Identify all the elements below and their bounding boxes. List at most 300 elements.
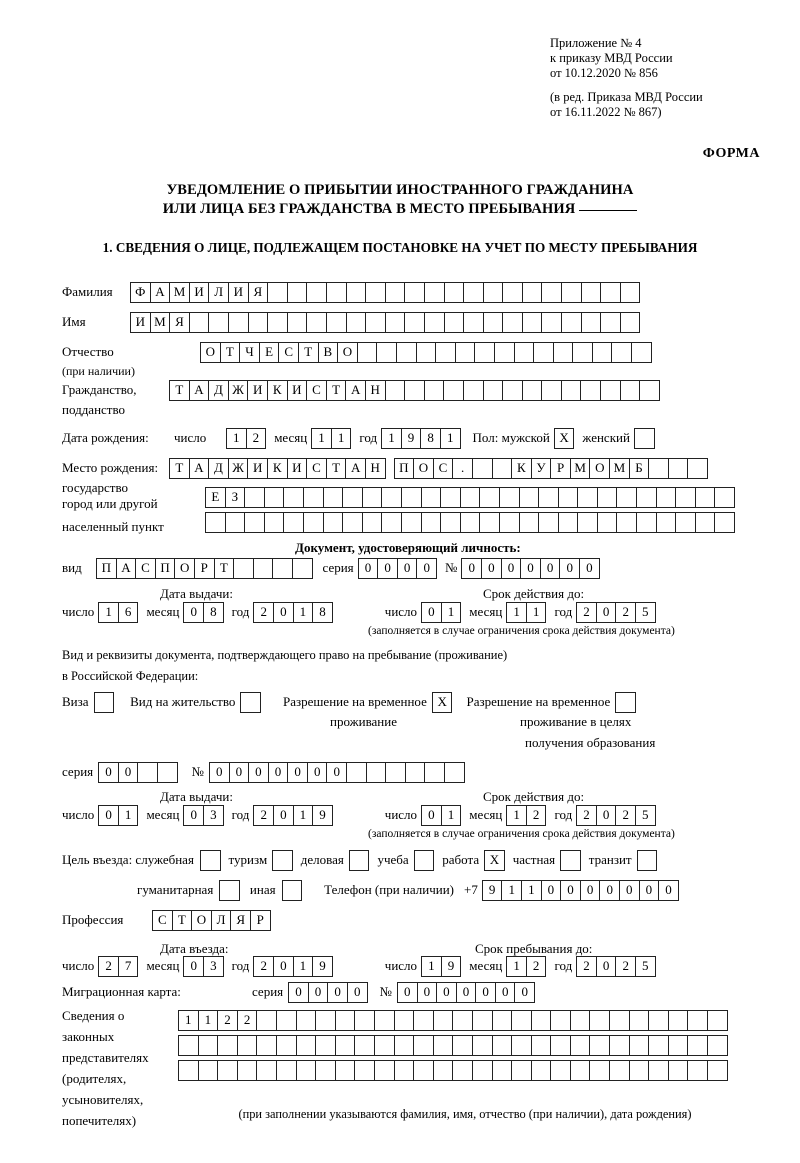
char-cell[interactable]: 0: [596, 956, 617, 977]
char-cell[interactable]: [600, 312, 621, 333]
char-cell[interactable]: [474, 342, 495, 363]
char-cell[interactable]: [533, 342, 554, 363]
char-cell[interactable]: 0: [481, 558, 502, 579]
char-cell[interactable]: [707, 1060, 728, 1081]
char-cell[interactable]: [616, 512, 637, 533]
char-cell[interactable]: [675, 487, 696, 508]
char-cell[interactable]: [620, 380, 641, 401]
char-cell[interactable]: [225, 512, 246, 533]
char-cell[interactable]: [374, 1035, 395, 1056]
char-cell[interactable]: 0: [514, 982, 535, 1003]
char-cell[interactable]: [306, 312, 327, 333]
char-cell[interactable]: [256, 1035, 277, 1056]
char-cell[interactable]: Т: [326, 380, 347, 401]
char-cell[interactable]: 1: [440, 428, 461, 449]
residence-checkbox[interactable]: [240, 692, 261, 713]
char-cell[interactable]: [483, 312, 504, 333]
char-cell[interactable]: Я: [248, 282, 269, 303]
char-cell[interactable]: [217, 1035, 238, 1056]
char-cell[interactable]: [404, 312, 425, 333]
char-cell[interactable]: [600, 380, 621, 401]
char-cell[interactable]: [357, 342, 378, 363]
char-cell[interactable]: [502, 312, 523, 333]
surname-boxes[interactable]: [130, 282, 640, 303]
char-cell[interactable]: П: [394, 458, 415, 479]
char-cell[interactable]: 0: [520, 558, 541, 579]
char-cell[interactable]: [237, 1035, 258, 1056]
legal-rep-boxes-1[interactable]: [178, 1010, 728, 1031]
doc-issue-day-boxes[interactable]: [98, 602, 138, 623]
char-cell[interactable]: 0: [229, 762, 250, 783]
temp-residence-checkbox[interactable]: X: [432, 692, 453, 713]
char-cell[interactable]: [648, 1010, 669, 1031]
char-cell[interactable]: Р: [194, 558, 215, 579]
char-cell[interactable]: [433, 1010, 454, 1031]
char-cell[interactable]: [303, 487, 324, 508]
char-cell[interactable]: [620, 282, 641, 303]
char-cell[interactable]: 0: [541, 880, 562, 901]
purpose-work-checkbox[interactable]: X: [484, 850, 505, 871]
char-cell[interactable]: [315, 1060, 336, 1081]
char-cell[interactable]: [401, 512, 422, 533]
char-cell[interactable]: И: [287, 458, 308, 479]
char-cell[interactable]: [463, 312, 484, 333]
char-cell[interactable]: [376, 342, 397, 363]
char-cell[interactable]: А: [345, 380, 366, 401]
char-cell[interactable]: [636, 512, 657, 533]
doc-valid-year-boxes[interactable]: [576, 602, 655, 623]
char-cell[interactable]: [335, 1060, 356, 1081]
char-cell[interactable]: [189, 312, 210, 333]
char-cell[interactable]: [237, 1060, 258, 1081]
char-cell[interactable]: [137, 762, 158, 783]
char-cell[interactable]: [460, 512, 481, 533]
sex-male-checkbox[interactable]: X: [554, 428, 575, 449]
char-cell[interactable]: Т: [169, 380, 190, 401]
char-cell[interactable]: 2: [253, 602, 274, 623]
char-cell[interactable]: О: [174, 558, 195, 579]
char-cell[interactable]: [326, 282, 347, 303]
char-cell[interactable]: Р: [550, 458, 571, 479]
char-cell[interactable]: 0: [118, 762, 139, 783]
char-cell[interactable]: [362, 487, 383, 508]
char-cell[interactable]: 2: [576, 805, 597, 826]
birth-city-boxes-line3[interactable]: [205, 512, 735, 533]
char-cell[interactable]: [217, 1060, 238, 1081]
char-cell[interactable]: [276, 1060, 297, 1081]
char-cell[interactable]: [444, 282, 465, 303]
char-cell[interactable]: 1: [521, 880, 542, 901]
char-cell[interactable]: [385, 282, 406, 303]
purpose-transit-checkbox[interactable]: [637, 850, 658, 871]
char-cell[interactable]: 0: [495, 982, 516, 1003]
char-cell[interactable]: [580, 380, 601, 401]
stay-issue-month-boxes[interactable]: [183, 805, 223, 826]
char-cell[interactable]: [629, 1010, 650, 1031]
char-cell[interactable]: [443, 380, 464, 401]
char-cell[interactable]: [460, 487, 481, 508]
char-cell[interactable]: [541, 312, 562, 333]
char-cell[interactable]: [421, 512, 442, 533]
char-cell[interactable]: С: [135, 558, 156, 579]
char-cell[interactable]: Л: [208, 282, 229, 303]
char-cell[interactable]: 1: [441, 805, 462, 826]
char-cell[interactable]: 0: [421, 602, 442, 623]
char-cell[interactable]: [600, 282, 621, 303]
name-boxes[interactable]: [130, 312, 640, 333]
char-cell[interactable]: [404, 380, 425, 401]
char-cell[interactable]: [463, 380, 484, 401]
char-cell[interactable]: [296, 1035, 317, 1056]
char-cell[interactable]: О: [589, 458, 610, 479]
char-cell[interactable]: 1: [331, 428, 352, 449]
char-cell[interactable]: 2: [253, 805, 274, 826]
purpose-humanitarian-checkbox[interactable]: [219, 880, 240, 901]
char-cell[interactable]: 0: [461, 558, 482, 579]
char-cell[interactable]: 9: [482, 880, 503, 901]
char-cell[interactable]: И: [287, 380, 308, 401]
char-cell[interactable]: [342, 487, 363, 508]
char-cell[interactable]: Д: [208, 380, 229, 401]
char-cell[interactable]: 0: [397, 982, 418, 1003]
char-cell[interactable]: П: [155, 558, 176, 579]
char-cell[interactable]: [629, 1035, 650, 1056]
char-cell[interactable]: [541, 380, 562, 401]
char-cell[interactable]: [499, 487, 520, 508]
char-cell[interactable]: 0: [580, 880, 601, 901]
char-cell[interactable]: 0: [183, 602, 204, 623]
char-cell[interactable]: [538, 487, 559, 508]
char-cell[interactable]: [385, 762, 406, 783]
char-cell[interactable]: [346, 762, 367, 783]
char-cell[interactable]: 2: [615, 602, 636, 623]
char-cell[interactable]: [283, 487, 304, 508]
char-cell[interactable]: [385, 312, 406, 333]
char-cell[interactable]: [264, 487, 285, 508]
char-cell[interactable]: [550, 1010, 571, 1031]
char-cell[interactable]: 0: [307, 762, 328, 783]
char-cell[interactable]: [342, 512, 363, 533]
sex-female-checkbox[interactable]: [634, 428, 655, 449]
doc-valid-month-boxes[interactable]: [506, 602, 546, 623]
char-cell[interactable]: [714, 487, 735, 508]
char-cell[interactable]: [577, 512, 598, 533]
char-cell[interactable]: [629, 1060, 650, 1081]
stay-until-year-boxes[interactable]: [576, 956, 655, 977]
char-cell[interactable]: [589, 1060, 610, 1081]
char-cell[interactable]: [472, 1060, 493, 1081]
char-cell[interactable]: С: [278, 342, 299, 363]
char-cell[interactable]: 2: [237, 1010, 258, 1031]
char-cell[interactable]: 8: [203, 602, 224, 623]
purpose-business-checkbox[interactable]: [349, 850, 370, 871]
char-cell[interactable]: [306, 282, 327, 303]
edu-residence-checkbox[interactable]: [615, 692, 636, 713]
doc-number-boxes[interactable]: [461, 558, 599, 579]
char-cell[interactable]: 0: [268, 762, 289, 783]
char-cell[interactable]: [492, 1060, 513, 1081]
doc-kind-boxes[interactable]: [96, 558, 313, 579]
char-cell[interactable]: [413, 1010, 434, 1031]
char-cell[interactable]: С: [306, 458, 327, 479]
char-cell[interactable]: 6: [118, 602, 139, 623]
char-cell[interactable]: [354, 1060, 375, 1081]
char-cell[interactable]: [267, 282, 288, 303]
char-cell[interactable]: [424, 312, 445, 333]
char-cell[interactable]: 0: [560, 880, 581, 901]
char-cell[interactable]: [440, 487, 461, 508]
birth-city-boxes-line2[interactable]: [205, 487, 735, 508]
char-cell[interactable]: [577, 487, 598, 508]
char-cell[interactable]: 0: [540, 558, 561, 579]
char-cell[interactable]: И: [130, 312, 151, 333]
char-cell[interactable]: [256, 1060, 277, 1081]
char-cell[interactable]: 7: [118, 956, 139, 977]
char-cell[interactable]: 0: [639, 880, 660, 901]
char-cell[interactable]: [366, 762, 387, 783]
char-cell[interactable]: С: [152, 910, 173, 931]
char-cell[interactable]: .: [452, 458, 473, 479]
char-cell[interactable]: 5: [635, 805, 656, 826]
char-cell[interactable]: 1: [118, 805, 139, 826]
char-cell[interactable]: Т: [172, 910, 193, 931]
char-cell[interactable]: 9: [312, 956, 333, 977]
char-cell[interactable]: [581, 312, 602, 333]
char-cell[interactable]: [362, 512, 383, 533]
char-cell[interactable]: 8: [312, 602, 333, 623]
mig-series-boxes[interactable]: [288, 982, 367, 1003]
char-cell[interactable]: [550, 1060, 571, 1081]
char-cell[interactable]: [511, 1035, 532, 1056]
char-cell[interactable]: М: [150, 312, 171, 333]
char-cell[interactable]: [394, 1060, 415, 1081]
profession-boxes[interactable]: [152, 910, 271, 931]
char-cell[interactable]: [455, 342, 476, 363]
char-cell[interactable]: 1: [198, 1010, 219, 1031]
char-cell[interactable]: [519, 512, 540, 533]
char-cell[interactable]: 3: [203, 805, 224, 826]
char-cell[interactable]: 2: [253, 956, 274, 977]
char-cell[interactable]: [639, 380, 660, 401]
char-cell[interactable]: [656, 512, 677, 533]
char-cell[interactable]: К: [511, 458, 532, 479]
char-cell[interactable]: Е: [205, 487, 226, 508]
char-cell[interactable]: 2: [526, 805, 547, 826]
purpose-study-checkbox[interactable]: [414, 850, 435, 871]
legal-rep-boxes-2[interactable]: [178, 1035, 728, 1056]
char-cell[interactable]: 2: [526, 956, 547, 977]
char-cell[interactable]: Д: [208, 458, 229, 479]
legal-rep-boxes-3[interactable]: [178, 1060, 728, 1081]
purpose-other-checkbox[interactable]: [282, 880, 303, 901]
char-cell[interactable]: [433, 1035, 454, 1056]
char-cell[interactable]: Ч: [239, 342, 260, 363]
char-cell[interactable]: [208, 312, 229, 333]
char-cell[interactable]: [315, 1010, 336, 1031]
char-cell[interactable]: [494, 342, 515, 363]
stay-issue-year-boxes[interactable]: [253, 805, 332, 826]
char-cell[interactable]: [248, 312, 269, 333]
char-cell[interactable]: О: [200, 342, 221, 363]
char-cell[interactable]: И: [247, 458, 268, 479]
char-cell[interactable]: 2: [98, 956, 119, 977]
char-cell[interactable]: 0: [308, 982, 329, 1003]
char-cell[interactable]: [522, 312, 543, 333]
char-cell[interactable]: 8: [420, 428, 441, 449]
phone-boxes[interactable]: [482, 880, 679, 901]
char-cell[interactable]: И: [189, 282, 210, 303]
char-cell[interactable]: 0: [358, 558, 379, 579]
char-cell[interactable]: 1: [441, 602, 462, 623]
char-cell[interactable]: [472, 458, 493, 479]
char-cell[interactable]: [714, 512, 735, 533]
purpose-private-checkbox[interactable]: [560, 850, 581, 871]
birth-year-boxes[interactable]: [381, 428, 460, 449]
char-cell[interactable]: 1: [226, 428, 247, 449]
char-cell[interactable]: 1: [506, 956, 527, 977]
char-cell[interactable]: А: [150, 282, 171, 303]
char-cell[interactable]: М: [609, 458, 630, 479]
char-cell[interactable]: [570, 1010, 591, 1031]
char-cell[interactable]: [616, 487, 637, 508]
stay-valid-day-boxes[interactable]: [421, 805, 461, 826]
char-cell[interactable]: 0: [183, 805, 204, 826]
char-cell[interactable]: [323, 487, 344, 508]
char-cell[interactable]: [365, 282, 386, 303]
char-cell[interactable]: [413, 1060, 434, 1081]
char-cell[interactable]: [452, 1035, 473, 1056]
char-cell[interactable]: 9: [441, 956, 462, 977]
char-cell[interactable]: [668, 1035, 689, 1056]
char-cell[interactable]: Ж: [228, 458, 249, 479]
char-cell[interactable]: [394, 1035, 415, 1056]
stay-until-month-boxes[interactable]: [506, 956, 546, 977]
char-cell[interactable]: [267, 312, 288, 333]
char-cell[interactable]: [405, 762, 426, 783]
char-cell[interactable]: [416, 342, 437, 363]
char-cell[interactable]: 0: [417, 982, 438, 1003]
char-cell[interactable]: 2: [217, 1010, 238, 1031]
char-cell[interactable]: [276, 1035, 297, 1056]
char-cell[interactable]: З: [225, 487, 246, 508]
char-cell[interactable]: [256, 1010, 277, 1031]
birth-month-boxes[interactable]: [311, 428, 351, 449]
char-cell[interactable]: [668, 458, 689, 479]
char-cell[interactable]: [374, 1010, 395, 1031]
char-cell[interactable]: [558, 512, 579, 533]
char-cell[interactable]: 0: [248, 762, 269, 783]
char-cell[interactable]: К: [267, 380, 288, 401]
entry-month-boxes[interactable]: [183, 956, 223, 977]
char-cell[interactable]: [401, 487, 422, 508]
visa-checkbox[interactable]: [94, 692, 115, 713]
char-cell[interactable]: 0: [377, 558, 398, 579]
char-cell[interactable]: 1: [421, 956, 442, 977]
char-cell[interactable]: [435, 342, 456, 363]
char-cell[interactable]: [205, 512, 226, 533]
char-cell[interactable]: [581, 282, 602, 303]
char-cell[interactable]: 0: [599, 880, 620, 901]
char-cell[interactable]: С: [306, 380, 327, 401]
birth-state-boxes[interactable]: [169, 458, 386, 479]
char-cell[interactable]: [264, 512, 285, 533]
char-cell[interactable]: [511, 1060, 532, 1081]
char-cell[interactable]: [463, 282, 484, 303]
char-cell[interactable]: 1: [293, 602, 314, 623]
char-cell[interactable]: 0: [559, 558, 580, 579]
char-cell[interactable]: 2: [576, 956, 597, 977]
char-cell[interactable]: [609, 1010, 630, 1031]
char-cell[interactable]: [522, 380, 543, 401]
char-cell[interactable]: [687, 1035, 708, 1056]
char-cell[interactable]: А: [189, 458, 210, 479]
char-cell[interactable]: 0: [619, 880, 640, 901]
purpose-tourism-checkbox[interactable]: [272, 850, 293, 871]
char-cell[interactable]: [244, 512, 265, 533]
char-cell[interactable]: [597, 487, 618, 508]
citizenship-boxes[interactable]: [169, 380, 660, 401]
char-cell[interactable]: [558, 487, 579, 508]
char-cell[interactable]: [444, 762, 465, 783]
char-cell[interactable]: [276, 1010, 297, 1031]
char-cell[interactable]: 1: [501, 880, 522, 901]
char-cell[interactable]: П: [96, 558, 117, 579]
char-cell[interactable]: 0: [416, 558, 437, 579]
char-cell[interactable]: Я: [169, 312, 190, 333]
char-cell[interactable]: [178, 1035, 199, 1056]
purpose-service-checkbox[interactable]: [200, 850, 221, 871]
char-cell[interactable]: 1: [178, 1010, 199, 1031]
char-cell[interactable]: М: [570, 458, 591, 479]
char-cell[interactable]: [292, 558, 313, 579]
char-cell[interactable]: 0: [209, 762, 230, 783]
char-cell[interactable]: [444, 312, 465, 333]
char-cell[interactable]: 1: [506, 602, 527, 623]
char-cell[interactable]: А: [189, 380, 210, 401]
char-cell[interactable]: [492, 458, 513, 479]
char-cell[interactable]: [421, 487, 442, 508]
birth-city-boxes-line1[interactable]: [394, 458, 709, 479]
char-cell[interactable]: [492, 1010, 513, 1031]
char-cell[interactable]: [499, 512, 520, 533]
char-cell[interactable]: [385, 380, 406, 401]
char-cell[interactable]: [620, 312, 641, 333]
stay-series-boxes[interactable]: [98, 762, 177, 783]
char-cell[interactable]: Б: [629, 458, 650, 479]
char-cell[interactable]: [531, 1010, 552, 1031]
char-cell[interactable]: [695, 512, 716, 533]
char-cell[interactable]: [452, 1010, 473, 1031]
char-cell[interactable]: 9: [312, 805, 333, 826]
char-cell[interactable]: 0: [347, 982, 368, 1003]
char-cell[interactable]: [326, 312, 347, 333]
char-cell[interactable]: [315, 1035, 336, 1056]
char-cell[interactable]: [354, 1035, 375, 1056]
char-cell[interactable]: [531, 1060, 552, 1081]
char-cell[interactable]: [374, 1060, 395, 1081]
entry-day-boxes[interactable]: [98, 956, 138, 977]
char-cell[interactable]: 1: [506, 805, 527, 826]
char-cell[interactable]: [483, 282, 504, 303]
stay-number-boxes[interactable]: [209, 762, 465, 783]
char-cell[interactable]: О: [413, 458, 434, 479]
char-cell[interactable]: [611, 342, 632, 363]
char-cell[interactable]: У: [531, 458, 552, 479]
char-cell[interactable]: [381, 487, 402, 508]
patronymic-boxes[interactable]: [200, 342, 652, 363]
char-cell[interactable]: [656, 487, 677, 508]
char-cell[interactable]: [522, 282, 543, 303]
